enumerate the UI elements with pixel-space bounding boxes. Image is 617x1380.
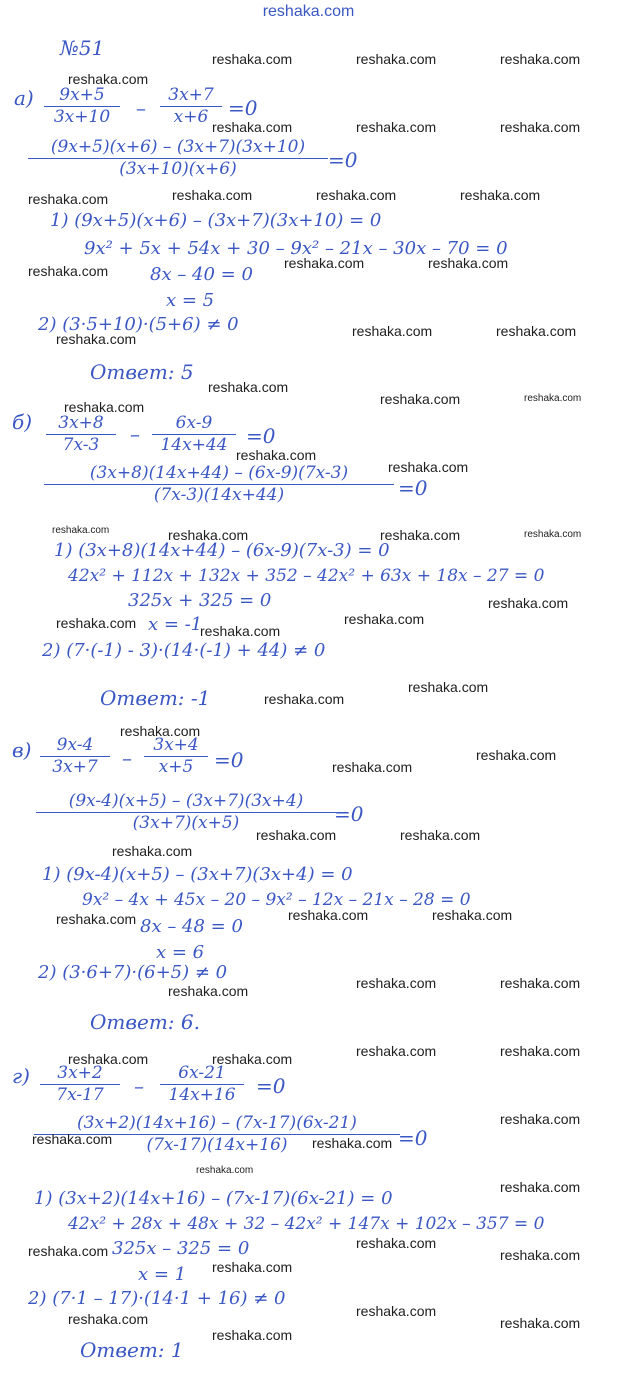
minus-sign: –: [134, 1074, 144, 1098]
watermark: reshaka.com: [500, 119, 581, 135]
watermark: reshaka.com: [28, 263, 109, 279]
watermark: reshaka.com: [264, 691, 345, 707]
watermark: reshaka.com: [356, 119, 437, 135]
part-v-step-1-simplify: 8x – 48 = 0: [140, 916, 243, 937]
watermark: reshaka.com: [64, 399, 145, 415]
denominator: 14x+16: [168, 1084, 236, 1105]
watermark: reshaka.com: [356, 51, 437, 67]
watermark: reshaka.com: [168, 527, 249, 543]
part-b-step-1: 1) (3x+8)(14x+44) – (6x-9)(7x-3) = 0: [54, 540, 390, 561]
watermark: reshaka.com: [256, 827, 337, 843]
watermark: reshaka.com: [496, 323, 577, 339]
part-a-label: а): [14, 86, 34, 110]
watermark: reshaka.com: [212, 1259, 293, 1275]
watermark: reshaka.com: [500, 1043, 581, 1059]
numerator: 6x-21: [178, 1063, 226, 1083]
watermark: reshaka.com: [352, 323, 433, 339]
watermark: reshaka.com: [284, 255, 365, 271]
part-a-step-1-expand: 9x² + 5x + 54x + 30 – 9x² – 21x – 30x – 70 = 0: [84, 238, 508, 259]
watermark: reshaka.com: [168, 983, 249, 999]
part-a-step-1-simplify: 8x – 40 = 0: [150, 264, 253, 285]
watermark: reshaka.com: [288, 907, 369, 923]
part-g-step-2: 2) (7·1 – 17)·(14·1 + 16) ≠ 0: [28, 1288, 286, 1309]
watermark: reshaka.com: [400, 827, 481, 843]
numerator: (9x+5)(x+6) – (3x+7)(3x+10): [50, 137, 306, 157]
watermark: reshaka.com: [32, 1131, 113, 1147]
watermark: reshaka.com: [344, 611, 425, 627]
watermark: reshaka.com: [524, 529, 582, 540]
denominator: (3x+10)(x+6): [119, 158, 237, 179]
denominator: (3x+7)(x+5): [132, 812, 240, 833]
watermark: reshaka.com: [316, 187, 397, 203]
watermark: reshaka.com: [196, 1165, 254, 1176]
numerator: 9x+5: [59, 85, 105, 105]
denominator: 7x-17: [56, 1084, 104, 1105]
part-b-step-1-root: x = -1: [148, 614, 203, 635]
part-b-fraction-2: [152, 414, 236, 454]
watermark: reshaka.com: [332, 759, 413, 775]
watermark: reshaka.com: [500, 51, 581, 67]
watermark: reshaka.com: [500, 1179, 581, 1195]
equals-zero: =0: [334, 802, 364, 826]
part-b-step-2: 2) (7·(-1) - 3)·(14·(-1) + 44) ≠ 0: [42, 640, 326, 661]
part-v-step-1: 1) (9x-4)(x+5) – (3x+7)(3x+4) = 0: [42, 864, 353, 885]
equals-zero: =0: [214, 748, 244, 772]
minus-sign: –: [130, 422, 140, 446]
watermark: reshaka.com: [56, 615, 137, 631]
part-g-fraction-2: [160, 1064, 244, 1104]
denominator: (7x-17)(14x+16): [146, 1134, 288, 1155]
watermark: reshaka.com: [408, 679, 489, 695]
part-a-fraction-1: [44, 86, 120, 126]
watermark: reshaka.com: [356, 975, 437, 991]
part-g-step-1-expand: 42x² + 28x + 48x + 32 – 42x² + 147x + 102x – 357 = 0: [68, 1214, 545, 1234]
equals-zero: =0: [398, 476, 428, 500]
watermark: reshaka.com: [112, 843, 193, 859]
denominator: 7x-3: [62, 434, 100, 455]
part-g-step-1-root: x = 1: [138, 1264, 187, 1285]
part-a-step-2: 2) (3·5+10)·(5+6) ≠ 0: [38, 314, 239, 335]
denominator: x+5: [158, 756, 194, 777]
watermark: reshaka.com: [380, 527, 461, 543]
part-a-step-1-root: x = 5: [166, 290, 215, 311]
part-a-combined-fraction: [28, 138, 328, 178]
watermark: reshaka.com: [212, 1327, 293, 1343]
denominator: 3x+10: [53, 106, 111, 127]
watermark: reshaka.com: [500, 1247, 581, 1263]
watermark: reshaka.com: [56, 331, 137, 347]
part-b-combined-fraction: [44, 464, 394, 504]
watermark: reshaka.com: [68, 1311, 149, 1327]
part-a-step-1: 1) (9x+5)(x+6) – (3x+7)(3x+10) = 0: [50, 210, 382, 231]
watermark: reshaka.com: [208, 379, 289, 395]
part-g-step-1: 1) (3x+2)(14x+16) – (7x-17)(6x-21) = 0: [34, 1188, 393, 1209]
part-b-step-1-simplify: 325x + 325 = 0: [128, 590, 272, 611]
part-v-step-2: 2) (3·6+7)·(6+5) ≠ 0: [38, 962, 228, 983]
numerator: 3x+2: [57, 1063, 103, 1083]
watermark: reshaka.com: [380, 391, 461, 407]
part-v-step-1-root: x = 6: [156, 942, 205, 963]
problem-number: №51: [60, 36, 105, 60]
watermark: reshaka.com: [428, 255, 509, 271]
part-v-step-1-expand: 9x² – 4x + 45x – 20 – 9x² – 12x – 21x – 28 = 0: [82, 890, 471, 910]
part-g-step-1-simplify: 325x – 325 = 0: [112, 1238, 250, 1259]
watermark: reshaka.com: [200, 623, 281, 639]
watermark: reshaka.com: [500, 1111, 581, 1127]
equals-zero: =0: [246, 424, 276, 448]
part-b-answer: Ответ: -1: [100, 686, 211, 710]
denominator: x+6: [173, 106, 209, 127]
watermark: reshaka.com: [120, 723, 201, 739]
equals-zero: =0: [256, 1074, 286, 1098]
part-v-answer: Ответ: 6.: [90, 1010, 200, 1034]
part-v-fraction-1: [40, 736, 110, 776]
watermark: reshaka.com: [356, 1303, 437, 1319]
part-b-step-1-expand: 42x² + 112x + 132x + 352 – 42x² + 63x + 18x – 27 = 0: [68, 566, 545, 586]
watermark: reshaka.com: [28, 1243, 109, 1259]
watermark: reshaka.com: [212, 1051, 293, 1067]
numerator: (9x-4)(x+5) – (3x+7)(3x+4): [68, 791, 304, 811]
numerator: (3x+8)(14x+44) – (6x-9)(7x-3): [89, 463, 349, 483]
equals-zero: =0: [328, 148, 358, 172]
watermark: reshaka.com: [488, 595, 569, 611]
denominator: 14x+44: [160, 434, 228, 455]
watermark: reshaka.com: [236, 447, 317, 463]
denominator: (7x-3)(14x+44): [153, 484, 285, 505]
part-b-label: б): [12, 410, 33, 434]
minus-sign: –: [122, 746, 132, 770]
part-v-fraction-2: [144, 736, 208, 776]
watermark: reshaka.com: [212, 119, 293, 135]
numerator: 3x+4: [153, 735, 199, 755]
part-g-fraction-1: [40, 1064, 120, 1104]
part-v-label: в): [12, 738, 32, 762]
denominator: 3x+7: [52, 756, 98, 777]
watermark: reshaka.com: [312, 1135, 393, 1151]
watermark: reshaka.com: [212, 51, 293, 67]
part-g-answer: Ответ: 1: [80, 1338, 184, 1362]
watermark: reshaka.com: [52, 525, 110, 536]
numerator: (3x+2)(14x+16) – (7x-17)(6x-21): [77, 1113, 357, 1133]
watermark: reshaka.com: [56, 911, 137, 927]
watermark: reshaka.com: [476, 747, 557, 763]
part-a-answer: Ответ: 5: [90, 360, 194, 384]
watermark: reshaka.com: [432, 907, 513, 923]
watermark: reshaka.com: [68, 1051, 149, 1067]
watermark: reshaka.com: [28, 191, 109, 207]
watermark: reshaka.com: [524, 393, 582, 404]
watermark: reshaka.com: [68, 71, 149, 87]
numerator: 9x-4: [56, 735, 94, 755]
part-b-fraction-1: [46, 414, 116, 454]
watermark: reshaka.com: [388, 459, 469, 475]
watermark: reshaka.com: [356, 1235, 437, 1251]
numerator: 6x-9: [175, 413, 213, 433]
watermark: reshaka.com: [356, 1043, 437, 1059]
minus-sign: –: [136, 96, 146, 120]
part-g-label: г): [12, 1064, 30, 1088]
watermark: reshaka.com: [500, 1315, 581, 1331]
numerator: 3x+7: [168, 85, 214, 105]
watermark: reshaka.com: [172, 187, 253, 203]
watermark: reshaka.com: [500, 975, 581, 991]
watermark: reshaka.com: [460, 187, 541, 203]
equals-zero: =0: [398, 1126, 428, 1150]
numerator: 3x+8: [58, 413, 104, 433]
site-header: reshaka.com: [262, 3, 355, 20]
equals-zero: =0: [228, 96, 258, 120]
